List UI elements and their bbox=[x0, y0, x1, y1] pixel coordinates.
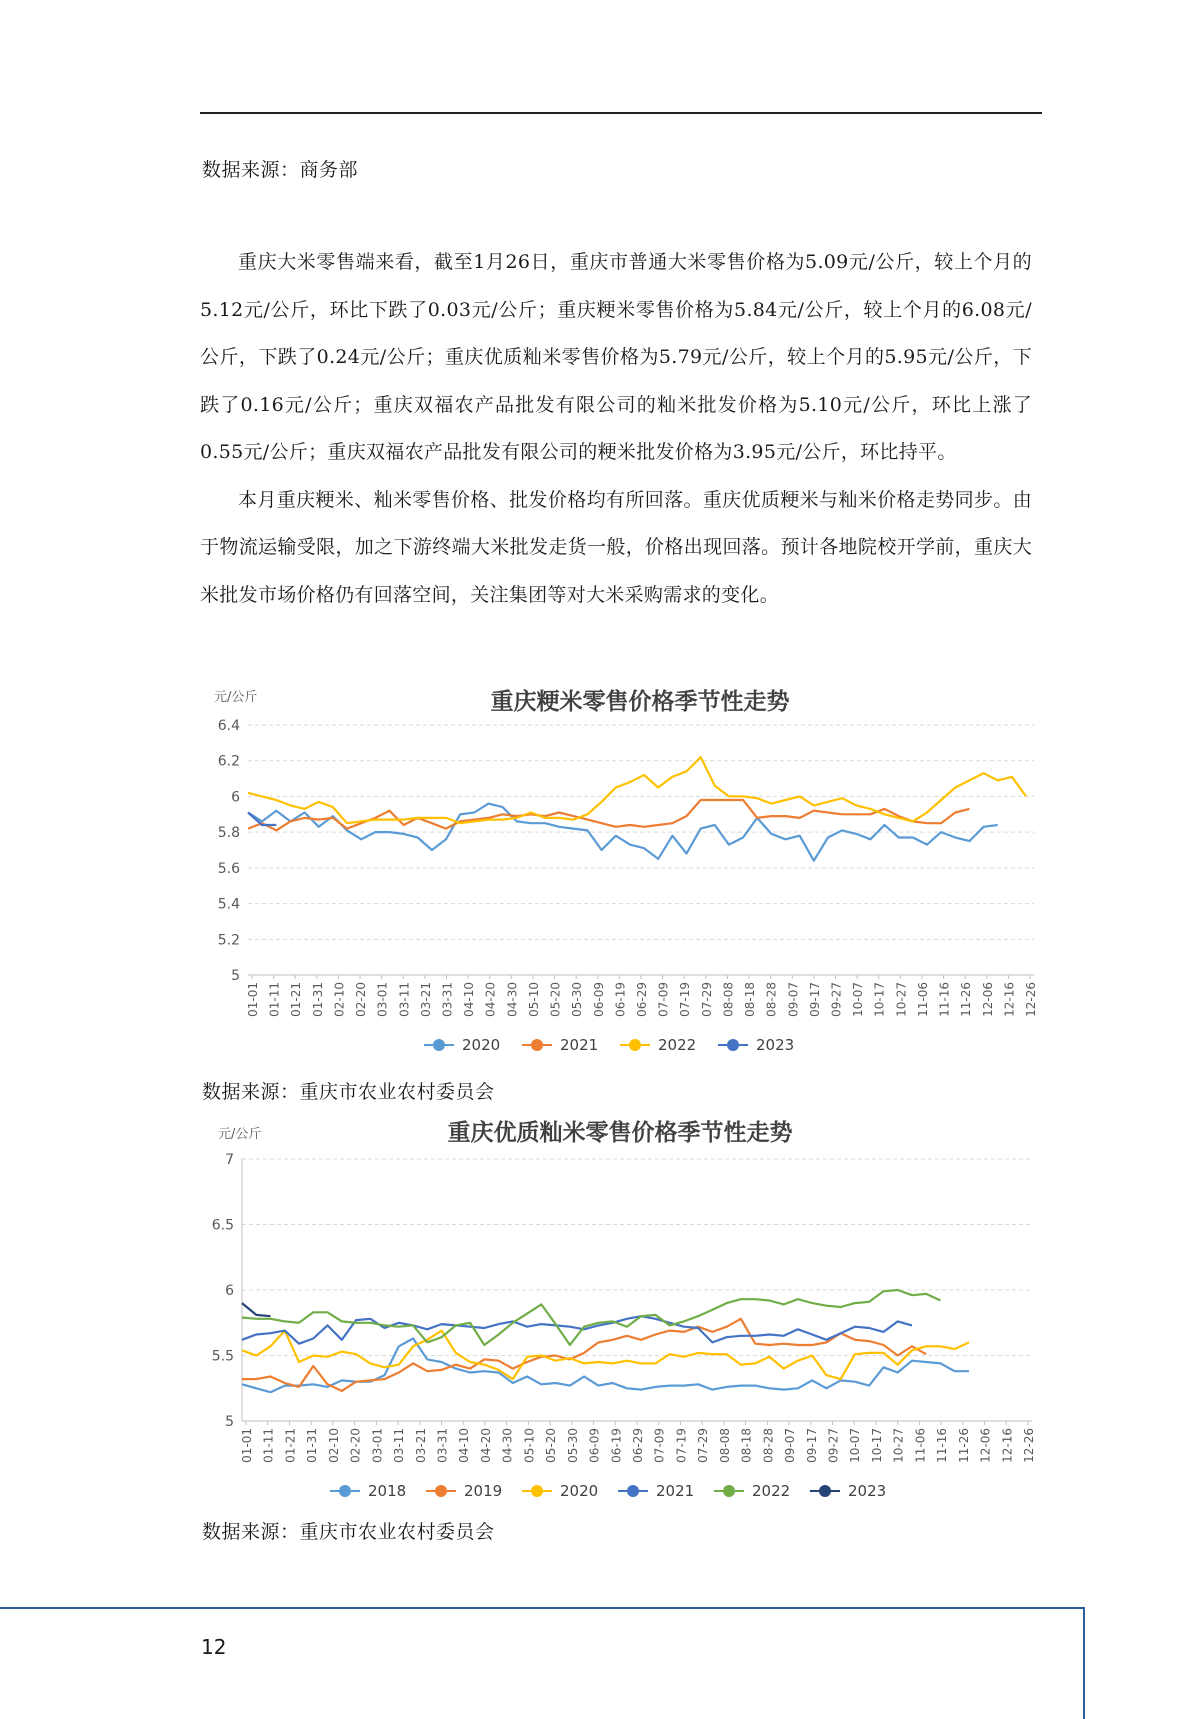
series-line-2020 bbox=[242, 1331, 969, 1380]
header-rule bbox=[200, 112, 1042, 114]
y-tick-label: 5 bbox=[225, 1414, 234, 1430]
footer-frame bbox=[0, 1607, 1085, 1719]
x-tick-label: 06-29 bbox=[631, 1428, 645, 1463]
x-tick-label: 06-19 bbox=[613, 982, 628, 1017]
x-tick-label: 06-29 bbox=[635, 982, 649, 1017]
legend-label-2023: 2023 bbox=[848, 1482, 887, 1500]
x-tick-label: 10-17 bbox=[869, 1428, 884, 1463]
x-tick-label: 10-07 bbox=[851, 982, 866, 1017]
x-tick-label: 04-30 bbox=[505, 982, 520, 1017]
x-tick-label: 07-29 bbox=[696, 1428, 711, 1463]
legend-label-2021: 2021 bbox=[560, 1036, 599, 1054]
indica-retail-chart bbox=[200, 1113, 1046, 1505]
y-axis-unit-label: 元/公斤 bbox=[214, 690, 258, 705]
x-tick-label: 10-07 bbox=[848, 1428, 863, 1463]
source-note-chart2: 数据来源：重庆市农业农村委员会 bbox=[202, 1521, 495, 1543]
y-tick-label: 5 bbox=[231, 968, 240, 984]
x-tick-label: 12-06 bbox=[978, 1428, 993, 1463]
x-tick-label: 03-21 bbox=[413, 1428, 428, 1463]
x-tick-label: 10-27 bbox=[894, 982, 909, 1017]
legend-marker-2021 bbox=[627, 1485, 639, 1497]
y-tick-label: 5.6 bbox=[217, 860, 240, 877]
x-tick-label: 01-01 bbox=[240, 1428, 254, 1463]
y-axis-unit-label: 元/公斤 bbox=[218, 1127, 262, 1142]
x-tick-label: 08-28 bbox=[761, 1428, 776, 1463]
x-tick-label: 01-11 bbox=[267, 982, 282, 1017]
x-tick-label: 02-20 bbox=[354, 982, 369, 1017]
legend-marker-2020 bbox=[433, 1039, 445, 1051]
source-note-commerce: 数据来源：商务部 bbox=[202, 159, 359, 181]
x-tick-label: 09-17 bbox=[807, 982, 822, 1017]
x-tick-label: 08-18 bbox=[739, 1428, 754, 1463]
x-tick-label: 06-09 bbox=[591, 982, 606, 1017]
x-tick-label: 08-08 bbox=[721, 982, 736, 1017]
x-tick-label: 01-21 bbox=[283, 1428, 298, 1463]
x-tick-label: 05-10 bbox=[526, 982, 541, 1017]
x-tick-label: 06-19 bbox=[609, 1428, 624, 1463]
legend-marker-2021 bbox=[531, 1039, 543, 1051]
x-tick-label: 03-01 bbox=[375, 982, 390, 1017]
x-tick-label: 07-19 bbox=[674, 1428, 689, 1463]
x-tick-label: 11-16 bbox=[935, 1428, 950, 1463]
x-tick-label: 11-26 bbox=[959, 982, 974, 1017]
series-line-2021 bbox=[248, 800, 969, 830]
x-tick-label: 03-11 bbox=[392, 1428, 407, 1463]
x-tick-label: 08-28 bbox=[764, 982, 779, 1017]
legend-marker-2022 bbox=[723, 1485, 735, 1497]
x-tick-label: 03-31 bbox=[440, 982, 455, 1017]
chart-title: 重庆优质籼米零售价格季节性走势 bbox=[447, 1120, 793, 1146]
x-tick-label: 12-16 bbox=[1002, 982, 1017, 1017]
x-tick-label: 07-09 bbox=[652, 1428, 667, 1463]
legend-marker-2022 bbox=[629, 1039, 641, 1051]
y-tick-label: 5.5 bbox=[211, 1348, 234, 1365]
x-tick-label: 08-08 bbox=[717, 1428, 732, 1463]
x-tick-label: 11-16 bbox=[937, 982, 952, 1017]
x-tick-label: 06-09 bbox=[587, 1428, 602, 1463]
chart-title: 重庆粳米零售价格季节性走势 bbox=[490, 689, 790, 715]
x-tick-label: 05-30 bbox=[565, 1428, 580, 1463]
x-tick-label: 08-18 bbox=[743, 982, 758, 1017]
y-tick-label: 5.8 bbox=[217, 825, 240, 842]
x-tick-label: 12-26 bbox=[1022, 1428, 1036, 1463]
y-tick-label: 6.2 bbox=[217, 753, 240, 770]
x-tick-label: 09-07 bbox=[783, 1428, 798, 1463]
x-tick-label: 12-16 bbox=[1000, 1428, 1015, 1463]
y-tick-label: 7 bbox=[225, 1152, 234, 1168]
source-note-chart1: 数据来源：重庆市农业农村委员会 bbox=[202, 1081, 495, 1103]
x-tick-label: 01-11 bbox=[261, 1428, 276, 1463]
x-tick-label: 10-27 bbox=[891, 1428, 906, 1463]
x-tick-label: 07-29 bbox=[699, 982, 714, 1017]
y-tick-label: 6.5 bbox=[211, 1217, 234, 1234]
x-tick-label: 01-31 bbox=[310, 982, 325, 1017]
x-tick-label: 09-27 bbox=[826, 1428, 841, 1463]
x-tick-label: 07-09 bbox=[656, 982, 671, 1017]
legend-label-2018: 2018 bbox=[368, 1482, 407, 1500]
series-line-2023 bbox=[242, 1303, 271, 1316]
legend-label-2022: 2022 bbox=[658, 1036, 697, 1054]
legend-marker-2020 bbox=[531, 1485, 543, 1497]
page-number: 12 bbox=[201, 1635, 227, 1659]
x-tick-label: 11-26 bbox=[956, 1428, 971, 1463]
x-tick-label: 07-19 bbox=[678, 982, 693, 1017]
x-tick-label: 05-20 bbox=[548, 982, 563, 1017]
legend-label-2020: 2020 bbox=[462, 1036, 501, 1054]
body-text bbox=[200, 239, 1032, 619]
x-tick-label: 01-21 bbox=[289, 982, 304, 1017]
x-tick-label: 05-10 bbox=[522, 1428, 537, 1463]
x-tick-label: 12-06 bbox=[980, 982, 995, 1017]
x-tick-label: 10-17 bbox=[872, 982, 887, 1017]
y-tick-label: 6 bbox=[225, 1283, 234, 1299]
x-tick-label: 01-31 bbox=[305, 1428, 320, 1463]
x-tick-label: 05-20 bbox=[544, 1428, 559, 1463]
x-tick-label: 04-10 bbox=[462, 982, 477, 1017]
series-line-2022 bbox=[248, 757, 1026, 823]
paragraph-retail-prices: 重庆大米零售端来看，截至1月26日，重庆市普通大米零售价格为5.09元/公斤，较上个月的5.12元/公斤，环比下跌了0.03元/公斤；重庆粳米零售价格为5.84元/公斤，较上个月的6.08元/公斤，下跌了0.24元/公斤；重庆优质籼米零售价格为5.79元/公斤，较上个月的5.95元/公斤，下跌了0.16元/公斤；重庆双福农产品批发有限公司的籼米批发价格为5.10元/公斤，环比上涨了0.55元/公斤；重庆双福农产品批发有限公司的粳米批发价格为3.95元/公斤，环比持平。 bbox=[200, 251, 1032, 463]
legend-label-2019: 2019 bbox=[464, 1482, 503, 1500]
y-tick-label: 5.4 bbox=[217, 896, 240, 913]
x-tick-label: 03-21 bbox=[418, 982, 433, 1017]
x-tick-label: 04-30 bbox=[500, 1428, 515, 1463]
legend-label-2021: 2021 bbox=[656, 1482, 695, 1500]
paragraph-outlook: 本月重庆粳米、籼米零售价格、批发价格均有所回落。重庆优质粳米与籼米价格走势同步。由于物流运输受限，加之下游终端大米批发走货一般，价格出现回落。预计各地院校开学前，重庆大米批发市场价格仍有回落空间，关注集团等对大米采购需求的变化。 bbox=[200, 488, 1032, 606]
legend-label-2020: 2020 bbox=[560, 1482, 599, 1500]
legend-marker-2023 bbox=[819, 1485, 831, 1497]
x-tick-label: 01-01 bbox=[246, 982, 260, 1017]
x-tick-label: 03-11 bbox=[397, 982, 412, 1017]
x-tick-label: 05-30 bbox=[570, 982, 585, 1017]
x-tick-label: 04-20 bbox=[478, 1428, 493, 1463]
legend-label-2023: 2023 bbox=[756, 1036, 795, 1054]
x-tick-label: 03-31 bbox=[435, 1428, 450, 1463]
x-tick-label: 04-10 bbox=[457, 1428, 472, 1463]
legend-marker-2023 bbox=[727, 1039, 739, 1051]
x-tick-label: 09-17 bbox=[804, 1428, 819, 1463]
y-tick-label: 6.4 bbox=[217, 718, 240, 734]
x-tick-label: 11-06 bbox=[913, 1428, 928, 1463]
x-tick-label: 09-27 bbox=[829, 982, 844, 1017]
japonica-retail-chart bbox=[200, 680, 1046, 1060]
x-tick-label: 04-20 bbox=[483, 982, 498, 1017]
x-tick-label: 02-10 bbox=[332, 982, 347, 1017]
x-tick-label: 09-07 bbox=[786, 982, 801, 1017]
y-tick-label: 5.2 bbox=[217, 932, 240, 949]
legend-label-2022: 2022 bbox=[752, 1482, 791, 1500]
legend-marker-2019 bbox=[435, 1485, 447, 1497]
x-tick-label: 02-20 bbox=[348, 1428, 363, 1463]
x-tick-label: 11-06 bbox=[915, 982, 930, 1017]
x-tick-label: 03-01 bbox=[370, 1428, 385, 1463]
legend-marker-2018 bbox=[339, 1485, 351, 1497]
x-tick-label: 12-26 bbox=[1024, 982, 1038, 1017]
series-line-2021 bbox=[242, 1316, 912, 1344]
y-tick-label: 6 bbox=[231, 789, 240, 806]
x-tick-label: 02-10 bbox=[326, 1428, 341, 1463]
